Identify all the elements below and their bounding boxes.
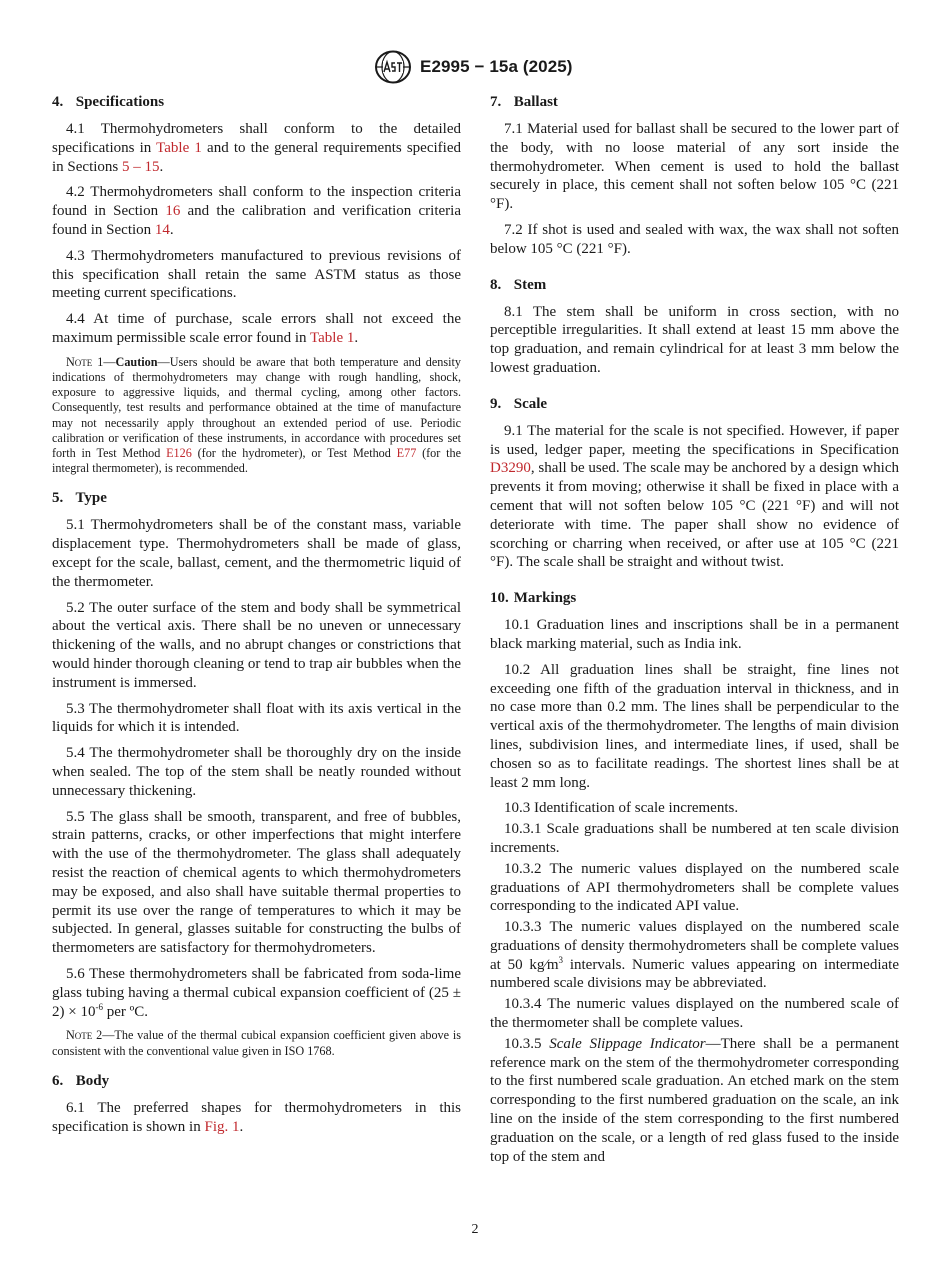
note: Note 1—Caution—Users should be aware that both temperature and density indications of thermohydrometers may change with rough handling, shock, exposure to aggressive liquids, and thermal cycling, among other factors. Consequently, test results and performance obtained at the time of manufacture may not necessarily apply throughout an extended period of use. Periodic calibration or verification of these instruments, in accordance with procedures set forth in Test Method E126 (for the hydrometer), or Test Method E77 (for the integral thermometer), is recommended. [52,354,461,476]
section-heading: 10. Markings [490,590,577,607]
paragraph: 5.3 The thermohydrometer shall float with its axis vertical in the liquids for which it is intended. [52,700,461,736]
paragraph: 10.3.2 The numeric values displayed on the numbered scale graduations of API thermohydrometers shall be complete values corresponding to the indicated API value. [490,860,899,915]
paragraph: 5.6 These thermohydrometers shall be fabricated from soda-lime glass tubing having a thermal cubical expansion coefficient of $(25 \pm 2) \times 10^{-6}$ per ºC. [52,965,461,1020]
paragraph: 10.3.4 The numeric values displayed on the numbered scale of the thermometer shall be complete values. [490,996,899,1032]
paragraph: 4.1 Thermohydrometers shall conform to the detailed specifications in Table 1 and to the general requirements specified in Sections 5 – 15. [52,121,461,175]
figure-link[interactable]: Fig. 1 [204,1118,240,1135]
section-heading: 4. Specifications [52,94,165,110]
section-heading: 9. Scale [490,395,548,412]
table-link[interactable]: Table 1 [156,139,202,156]
paragraph: 7.1 Material used for ballast shall be secured to the lower part of the body, with no loose material of any sort inside the thermohydrometer. When cement is used to hold the ballast securely in place, this cement shall not soften below 105 °C (221 °F). [490,121,899,213]
standard-link[interactable]: E126 [166,445,192,460]
astm-logo-icon [374,50,412,84]
standard-link[interactable]: E77 [396,445,417,460]
document-designation: E2995 − 15a (2025) [420,57,573,76]
note: Note 2—The value of the thermal cubical expansion coefficient given above is consistent with the conventional value given in ISO 1768. [52,1028,461,1058]
section-heading: 8. Stem [490,276,547,293]
paragraph: 10.3 Identification of scale increments. [504,800,739,817]
table-link[interactable]: Table 1 [310,329,355,346]
page-header [0,50,950,86]
right-column [490,93,899,1168]
paragraph: 10.3.3 The numeric values displayed on the numbered scale graduations of density thermohydrometers shall be complete values at 50 $kg⁄m^3$ intervals. Numeric values appearing on intermediate numbered scale divisions may be abbreviated. [490,919,899,992]
paragraph: 7.2 If shot is used and sealed with wax, the wax shall not soften below 105 °C (221 °F). [490,221,899,257]
paragraph: 9.1 The material for the scale is not specified. However, if paper is used, ledger paper, meeting the specifications in Specification D3290, shall be used. The scale may be anchored by a design which prevents it from moving; otherwise it shall be fixed in place with a cement that will not soften below 105 °C (221 °F) and will not deteriorate with time. The paper shall show no evidence of scorching or charring when received, or after use at 105 °C (221 °F). The scale shall be straight and without twist. [490,422,899,571]
paragraph: 6.1 The preferred shapes for thermohydrometers in this specification is shown in Fig. 1. [52,1099,461,1135]
section-link[interactable]: 16 [165,203,181,220]
left-column [52,93,461,1143]
standard-link[interactable]: D3290 [490,460,531,477]
paragraph: 10.1 Graduation lines and inscriptions shall be in a permanent black marking material, such as India ink. [490,617,899,652]
page-number: 2 [471,1222,479,1237]
paragraph: 10.3.5 Scale Slippage Indicator—There shall be a permanent reference mark on the stem of the thermohydrometer corresponding to the first numbered scale graduation. An etched mark on the stem corresponding to the first numbered graduation on the scale, an ink line on the inside of the stem corresponding to the first numbered graduation on the scale, or a length of red glass fused to the inside top of the stem and [490,1035,900,1165]
paragraph: 10.2 All graduation lines shall be straight, fine lines not exceeding one fifth of the graduation interval in thickness, and in no case more than 0.2 mm. The lines shall be perpendicular to the vertical axis of the thermohydrometer. The lengths of main division lines, subdivision lines, and intermediate lines, if used, shall be chosen so as to facilitate readings. The shortest lines shall be at least 2 mm long. [490,661,899,791]
paragraph: 5.5 The glass shall be smooth, transparent, and free of bubbles, strain patterns, cracks, or other imperfections that might interfere with the use of the thermohydrometer. The glass shall adequately resist the reaction of chemical agents to which thermohydrometers may be exposed, and also shall have suitable thermal properties to permit its use over the range of temperatures to which it may be subjected. In general, glasses suitable for constructing the bulbs of thermometers are satisfactory for thermohydrometers. [52,808,461,957]
paragraph: 4.4 At time of purchase, scale errors shall not exceed the maximum permissible scale error found in Table 1. [52,311,461,346]
paragraph: 5.2 The outer surface of the stem and body shall be symmetrical about the vertical axis. There shall be no uneven or unnecessary thickening of the walls, and no abrupt changes or constrictions that would hinder thorough cleaning or tend to trap air bubbles when the instrument is immersed. [52,599,461,691]
paragraph: 4.2 Thermohydrometers shall conform to the inspection criteria found in Section 16 and the calibration and verification criteria found in Section 14. [52,184,461,238]
paragraph: 10.3.1 Scale graduations shall be numbered at ten scale division increments. [490,821,899,856]
section-link[interactable]: 14 [154,221,170,238]
paragraph: 5.4 The thermohydrometer shall be thoroughly dry on the inside when sealed. The top of the stem shall be neatly rounded without unnecessary thickening. [52,745,461,799]
section-heading: 6. Body [52,1072,110,1089]
section-heading: 7. Ballast [490,94,558,110]
paragraph: 4.3 Thermohydrometers manufactured to previous revisions of this specification shall retain the same ASTM status as those meeting current specifications. [52,247,461,302]
paragraph: 8.1 The stem shall be uniform in cross section, with no perceptible irregularities. It shall extend at least 15 mm above the top graduation, and remain cylindrical for at least 3 mm below the lowest graduation. [490,303,899,376]
paragraph: 5.1 Thermohydrometers shall be of the constant mass, variable displacement type. Thermohydrometers shall be made of glass, except for the scale, ballast, cement, and the thermometric liquid of the thermometer. [52,517,461,590]
section-link[interactable]: 5 – 15 [122,158,160,175]
section-heading: 5. Type [52,490,107,507]
